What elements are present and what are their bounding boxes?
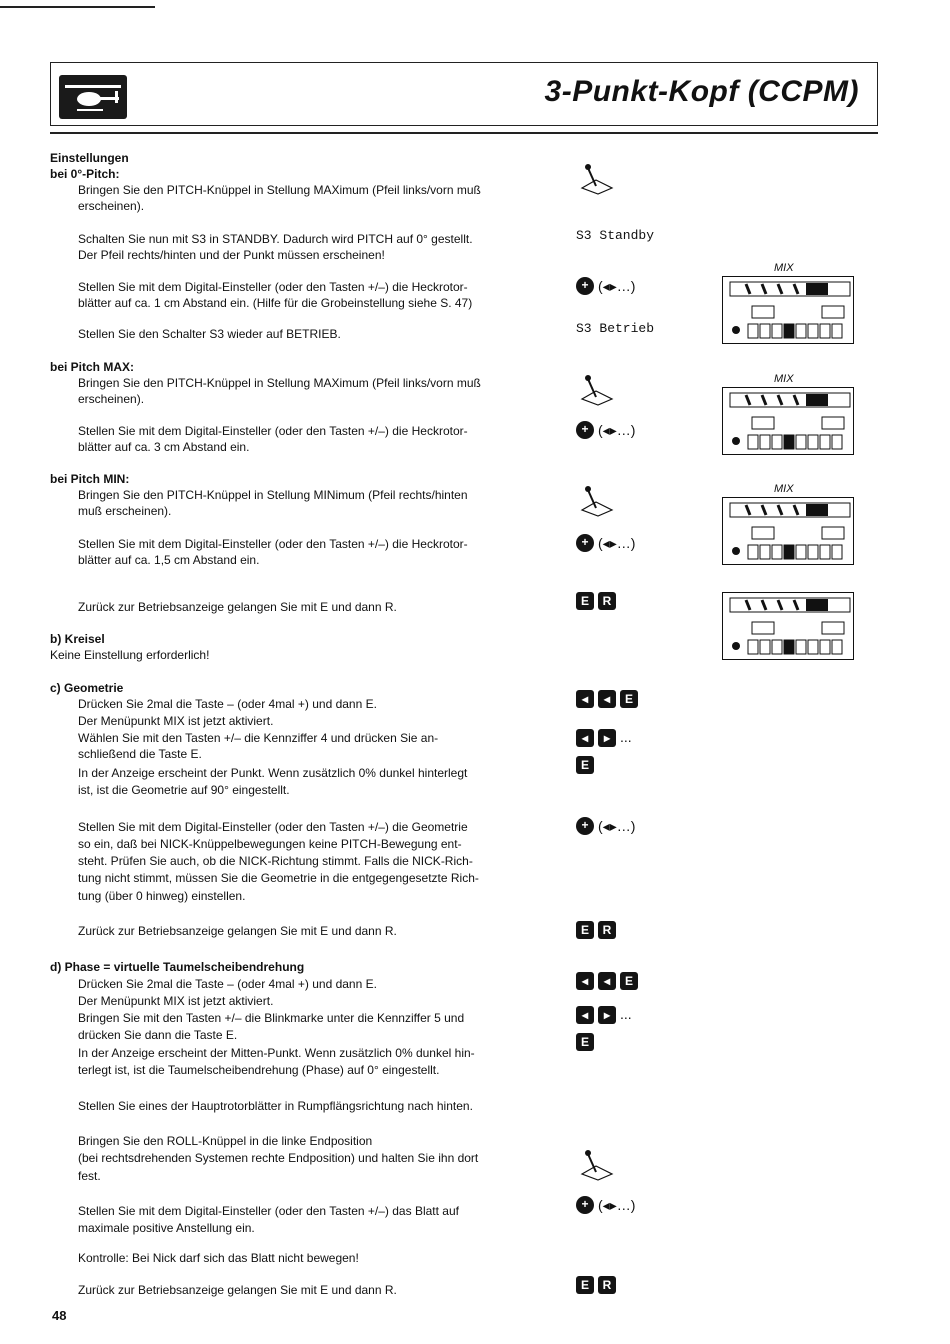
- key-sequence: [576, 690, 642, 708]
- key-r-icon: R: [598, 592, 616, 610]
- text-line: Einstellungen: [50, 151, 129, 165]
- digital-adjuster-symbol: [576, 1196, 635, 1214]
- text-line: Zurück zur Betriebsanzeige gelangen Sie mit E und dann R.: [78, 1283, 397, 1297]
- key-minus-icon: ◂: [598, 972, 616, 990]
- text-line: steht. Prüfen Sie auch, ob die NICK-Richtung stimmt. Falls die NICK-Rich-: [78, 854, 473, 868]
- switch-status-label: S3 Betrieb: [576, 321, 655, 336]
- control-stick-icon: [578, 162, 616, 196]
- text-line: drücken Sie dann die Taste E.: [78, 1028, 238, 1042]
- text-line: tung (über 0 hinweg) einstellen.: [78, 889, 246, 903]
- arrow-keys-label: (◂▸…): [598, 534, 636, 551]
- key-plus-icon: ▸: [598, 1006, 616, 1024]
- page-title: 3-Punkt-Kopf (CCPM): [544, 75, 859, 108]
- key-minus-icon: ◂: [576, 972, 594, 990]
- text-line: d) Phase = virtuelle Taumelscheibendrehung: [50, 960, 305, 974]
- text-line: Bringen Sie mit den Tasten +/– die Blinkmarke unter die Kennziffer 5 und: [78, 1011, 465, 1025]
- text-line: Schalten Sie nun mit S3 in STANDBY. Dadurch wird PITCH auf 0° gestellt.: [78, 232, 473, 246]
- text-line: ist, ist die Geometrie auf 90° eingestellt.: [78, 783, 290, 797]
- key-plus-icon: ▸: [598, 729, 616, 747]
- text-line: schließend die Taste E.: [78, 747, 202, 761]
- control-stick-icon: [578, 373, 616, 407]
- digital-knob-icon: +: [576, 817, 594, 835]
- digital-knob-icon: +: [576, 277, 594, 295]
- text-line: Stellen Sie mit dem Digital-Einsteller (oder den Tasten +/–) die Heckrotor-: [78, 537, 468, 551]
- text-line: bei Pitch MIN:: [50, 472, 130, 486]
- key-sequence: [576, 592, 620, 610]
- control-stick-icon: [578, 1148, 616, 1182]
- lcd-display: [722, 373, 854, 465]
- text-line: b) Kreisel: [50, 632, 105, 646]
- key-minus-icon: ◂: [576, 690, 594, 708]
- key-sequence: [576, 972, 642, 990]
- text-line: Keine Einstellung erforderlich!: [50, 648, 210, 662]
- helicopter-icon: [59, 75, 127, 119]
- lcd-mix-label: MIX: [774, 373, 794, 385]
- text-line: Bringen Sie den PITCH-Knüppel in Stellung MAXimum (Pfeil links/vorn muß: [78, 376, 481, 390]
- key-e-icon: E: [576, 592, 594, 610]
- text-line: (bei rechtsdrehenden Systemen rechte Endposition) und halten Sie ihn dort: [78, 1151, 479, 1165]
- text-line: Bringen Sie den PITCH-Knüppel in Stellung MAXimum (Pfeil links/vorn muß: [78, 183, 481, 197]
- header-rule: [50, 132, 878, 134]
- lcd-mix-label: MIX: [774, 483, 794, 495]
- text-line: maximale positive Anstellung ein.: [78, 1221, 255, 1235]
- arrow-keys-label: (◂▸…): [598, 1196, 636, 1213]
- key-r-icon: R: [598, 921, 616, 939]
- text-line: Bringen Sie den ROLL-Knüppel in die linke Endposition: [78, 1134, 373, 1148]
- text-line: so ein, daß bei NICK-Knüppelbewegungen keine PITCH-Bewegung ent-: [78, 837, 462, 851]
- continuation-dots: ...: [620, 729, 632, 745]
- digital-knob-icon: +: [576, 1196, 594, 1214]
- text-line: Der Menüpunkt MIX ist jetzt aktiviert.: [78, 994, 274, 1008]
- text-line: Stellen Sie mit dem Digital-Einsteller (oder den Tasten +/–) das Blatt auf: [78, 1204, 459, 1218]
- key-e-icon: E: [576, 756, 594, 774]
- text-line: blätter auf ca. 1,5 cm Abstand ein.: [78, 553, 260, 567]
- switch-status-label: S3 Standby: [576, 228, 655, 243]
- continuation-dots: ...: [620, 1006, 632, 1022]
- key-sequence: [576, 756, 598, 774]
- key-e-icon: E: [620, 690, 638, 708]
- key-e-icon: E: [576, 921, 594, 939]
- text-line: Kontrolle: Bei Nick darf sich das Blatt nicht bewegen!: [78, 1251, 359, 1265]
- arrow-keys-label: (◂▸…): [598, 277, 636, 294]
- text-line: c) Geometrie: [50, 681, 124, 695]
- text-line: fest.: [78, 1169, 101, 1183]
- key-sequence: [576, 921, 620, 939]
- key-sequence: [576, 729, 632, 747]
- control-stick-icon: [578, 484, 616, 518]
- text-line: Zurück zur Betriebsanzeige gelangen Sie mit E und dann R.: [78, 924, 397, 938]
- text-line: Stellen Sie eines der Hauptrotorblätter in Rumpflängsrichtung nach hinten.: [78, 1099, 473, 1113]
- digital-knob-icon: +: [576, 534, 594, 552]
- text-line: Stellen Sie den Schalter S3 wieder auf BETRIEB.: [78, 327, 341, 341]
- text-line: Stellen Sie mit dem Digital-Einsteller (oder den Tasten +/–) die Heckrotor-: [78, 424, 468, 438]
- text-line: Der Menüpunkt MIX ist jetzt aktiviert.: [78, 714, 274, 728]
- key-e-icon: E: [576, 1276, 594, 1294]
- text-line: In der Anzeige erscheint der Punkt. Wenn zusätzlich 0% dunkel hinterlegt: [78, 766, 468, 780]
- text-line: Drücken Sie 2mal die Taste – (oder 4mal +) und dann E.: [78, 977, 377, 991]
- key-sequence: [576, 1276, 620, 1294]
- lcd-display: [722, 592, 854, 670]
- text-line: tung nicht stimmt, müssen Sie die Geometrie in die entgegengesetzte Rich-: [78, 871, 479, 885]
- text-line: muß erscheinen).: [78, 504, 172, 518]
- key-minus-icon: ◂: [576, 729, 594, 747]
- key-e-icon: E: [620, 972, 638, 990]
- text-line: Stellen Sie mit dem Digital-Einsteller (oder den Tasten +/–) die Geometrie: [78, 820, 468, 834]
- arrow-keys-label: (◂▸…): [598, 817, 636, 834]
- text-line: blätter auf ca. 3 cm Abstand ein.: [78, 440, 250, 454]
- lcd-display: [722, 483, 854, 575]
- key-e-icon: E: [576, 1033, 594, 1051]
- text-line: Bringen Sie den PITCH-Knüppel in Stellung MINimum (Pfeil rechts/hinten: [78, 488, 468, 502]
- text-line: bei Pitch MAX:: [50, 360, 135, 374]
- lcd-mix-label: MIX: [774, 262, 794, 274]
- text-line: In der Anzeige erscheint der Mitten-Punkt. Wenn zusätzlich 0% dunkel hin-: [78, 1046, 475, 1060]
- digital-adjuster-symbol: [576, 817, 635, 835]
- text-line: erscheinen).: [78, 392, 145, 406]
- digital-knob-icon: +: [576, 421, 594, 439]
- digital-adjuster-symbol: [576, 421, 635, 439]
- key-minus-icon: ◂: [598, 690, 616, 708]
- key-sequence: [576, 1006, 632, 1024]
- text-line: Wählen Sie mit den Tasten +/– die Kennziffer 4 und drücken Sie an-: [78, 731, 439, 745]
- digital-adjuster-symbol: [576, 277, 635, 295]
- page-header: [50, 62, 878, 126]
- key-minus-icon: ◂: [576, 1006, 594, 1024]
- key-r-icon: R: [598, 1276, 616, 1294]
- top-rule: [0, 6, 155, 8]
- text-line: bei 0°-Pitch:: [50, 167, 120, 181]
- text-line: blätter auf ca. 1 cm Abstand ein. (Hilfe für die Grobeinstellung siehe S. 47): [78, 296, 473, 310]
- page-number: 48: [52, 1308, 67, 1323]
- lcd-display: [722, 262, 854, 354]
- text-line: erscheinen).: [78, 199, 145, 213]
- text-line: Drücken Sie 2mal die Taste – (oder 4mal +) und dann E.: [78, 697, 377, 711]
- digital-adjuster-symbol: [576, 534, 635, 552]
- text-line: Stellen Sie mit dem Digital-Einsteller (oder den Tasten +/–) die Heckrotor-: [78, 280, 468, 294]
- text-line: Der Pfeil rechts/hinten und der Punkt müssen erscheinen!: [78, 248, 385, 262]
- arrow-keys-label: (◂▸…): [598, 421, 636, 438]
- text-line: terlegt ist, ist die Taumelscheibendrehung (Phase) auf 0° eingestellt.: [78, 1063, 440, 1077]
- key-sequence: [576, 1033, 598, 1051]
- text-line: Zurück zur Betriebsanzeige gelangen Sie mit E und dann R.: [78, 600, 397, 614]
